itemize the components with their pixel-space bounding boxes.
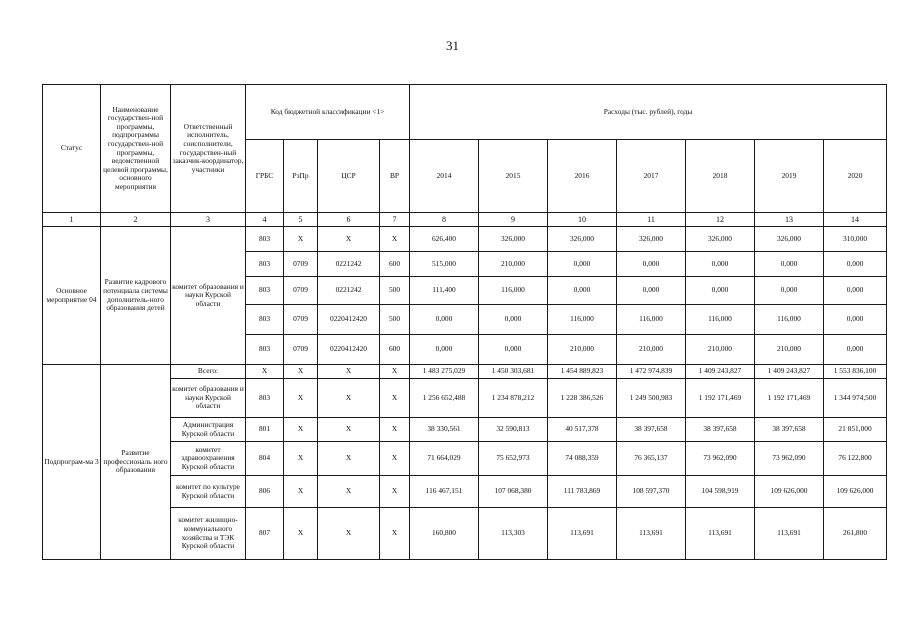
cell-value: 160,800: [410, 508, 479, 560]
cell-value: 111 783,869: [548, 476, 617, 508]
header-grbs: ГРБС: [246, 140, 284, 213]
cell-value: 113,691: [617, 508, 686, 560]
cell-value: 32 590,813: [479, 418, 548, 442]
cell-rzpr: Х: [284, 476, 318, 508]
cell-grbs: 807: [246, 508, 284, 560]
cell-vr: Х: [380, 365, 410, 379]
cell-executor: Всего:: [171, 365, 246, 379]
cell-value: 310,000: [824, 227, 887, 252]
cell-value: 38 397,658: [755, 418, 824, 442]
cell-csr: Х: [318, 227, 380, 252]
cell-rzpr: Х: [284, 418, 318, 442]
cell-value: 21 851,000: [824, 418, 887, 442]
column-number: 3: [171, 213, 246, 227]
cell-csr: Х: [318, 508, 380, 560]
cell-value: 210,000: [755, 335, 824, 365]
cell-executor: комитет по культуре Курской области: [171, 476, 246, 508]
cell-vr: 600: [380, 335, 410, 365]
column-number: 2: [101, 213, 171, 227]
header-year: 2020: [824, 140, 887, 213]
column-number: 7: [380, 213, 410, 227]
cell-value: 1 228 386,526: [548, 379, 617, 418]
cell-value: 210,000: [686, 335, 755, 365]
cell-csr: Х: [318, 379, 380, 418]
cell-value: 104 598,919: [686, 476, 755, 508]
cell-vr: Х: [380, 227, 410, 252]
cell-value: 116,000: [686, 305, 755, 335]
column-number: 6: [318, 213, 380, 227]
cell-value: 626,400: [410, 227, 479, 252]
cell-rzpr: Х: [284, 227, 318, 252]
column-number: 11: [617, 213, 686, 227]
cell-vr: 500: [380, 277, 410, 305]
cell-value: 73 962,090: [755, 442, 824, 476]
column-number: 13: [755, 213, 824, 227]
block1-executor: комитет образования и науки Курской области: [171, 227, 246, 365]
cell-value: 73 962,090: [686, 442, 755, 476]
column-number: 12: [686, 213, 755, 227]
cell-grbs: 803: [246, 335, 284, 365]
table-row: [43, 227, 887, 252]
cell-value: 0,000: [410, 335, 479, 365]
cell-csr: 0220412420: [318, 335, 380, 365]
cell-value: 0,000: [410, 305, 479, 335]
cell-value: 113,303: [479, 508, 548, 560]
cell-csr: Х: [318, 418, 380, 442]
cell-vr: Х: [380, 508, 410, 560]
cell-value: 38 330,561: [410, 418, 479, 442]
cell-value: 0,000: [824, 335, 887, 365]
header-executor: Ответственный исполнитель, соисполнители, государствен-ный заказчик-координатор, участники: [171, 85, 246, 213]
cell-value: 116,000: [755, 305, 824, 335]
cell-value: 0,000: [824, 252, 887, 277]
cell-csr: Х: [318, 365, 380, 379]
cell-rzpr: 0709: [284, 305, 318, 335]
cell-value: 1 409 243,827: [755, 365, 824, 379]
header-year: 2016: [548, 140, 617, 213]
cell-grbs: Х: [246, 365, 284, 379]
cell-value: 40 517,378: [548, 418, 617, 442]
cell-value: 1 450 303,681: [479, 365, 548, 379]
cell-value: 109 626,000: [824, 476, 887, 508]
cell-value: 1 409 243,827: [686, 365, 755, 379]
cell-value: 1 192 171,469: [755, 379, 824, 418]
cell-csr: 0221242: [318, 252, 380, 277]
cell-value: 1 249 500,983: [617, 379, 686, 418]
cell-rzpr: Х: [284, 365, 318, 379]
cell-value: 326,000: [755, 227, 824, 252]
cell-value: 515,000: [410, 252, 479, 277]
cell-rzpr: 0709: [284, 277, 318, 305]
header-expenses: Расходы (тыс. рублей), годы: [410, 85, 887, 140]
cell-vr: Х: [380, 476, 410, 508]
cell-value: 1 553 836,100: [824, 365, 887, 379]
header-status: Статус: [43, 85, 101, 213]
cell-value: 0,000: [548, 277, 617, 305]
page-number: 31: [446, 38, 459, 53]
cell-value: 1 192 171,469: [686, 379, 755, 418]
cell-grbs: 803: [246, 277, 284, 305]
cell-rzpr: Х: [284, 442, 318, 476]
cell-value: 326,000: [686, 227, 755, 252]
header-csr: ЦСР: [318, 140, 380, 213]
cell-grbs: 803: [246, 252, 284, 277]
header-budget-code: Код бюджетной классификации <1>: [246, 85, 410, 140]
cell-vr: 600: [380, 252, 410, 277]
cell-value: 0,000: [755, 252, 824, 277]
header-year: 2015: [479, 140, 548, 213]
cell-value: 0,000: [548, 252, 617, 277]
cell-value: 0,000: [479, 305, 548, 335]
cell-grbs: 801: [246, 418, 284, 442]
cell-value: 38 397,658: [617, 418, 686, 442]
cell-value: 0,000: [824, 277, 887, 305]
cell-value: 113,691: [686, 508, 755, 560]
cell-value: 76 365,137: [617, 442, 686, 476]
cell-value: 116,000: [479, 277, 548, 305]
cell-grbs: 806: [246, 476, 284, 508]
column-number: 5: [284, 213, 318, 227]
block2-status: Подпрограм-ма 3: [43, 365, 101, 560]
cell-value: 1 344 974,500: [824, 379, 887, 418]
block2-name: Развитие профессиональ ного образования: [101, 365, 171, 560]
cell-executor: комитет здравоохранения Курской области: [171, 442, 246, 476]
cell-value: 0,000: [755, 277, 824, 305]
header-rzpr: РзПр: [284, 140, 318, 213]
cell-value: 71 664,029: [410, 442, 479, 476]
cell-value: 113,691: [755, 508, 824, 560]
cell-value: 116,000: [548, 305, 617, 335]
column-number: 14: [824, 213, 887, 227]
cell-value: 111,400: [410, 277, 479, 305]
cell-value: 0,000: [617, 277, 686, 305]
cell-value: 109 626,000: [755, 476, 824, 508]
cell-csr: 0221242: [318, 277, 380, 305]
cell-executor: Администрация Курской области: [171, 418, 246, 442]
cell-grbs: 803: [246, 305, 284, 335]
cell-value: 210,000: [548, 335, 617, 365]
cell-executor: комитет жилищно-коммунального хозяйства и ТЭК Курской области: [171, 508, 246, 560]
cell-value: 326,000: [617, 227, 686, 252]
cell-value: 1 472 974,839: [617, 365, 686, 379]
table-row: [43, 365, 887, 379]
cell-csr: Х: [318, 442, 380, 476]
cell-grbs: 803: [246, 227, 284, 252]
cell-executor: комитет образования и науки Курской области: [171, 379, 246, 418]
cell-vr: Х: [380, 379, 410, 418]
cell-rzpr: Х: [284, 379, 318, 418]
cell-value: 38 397,658: [686, 418, 755, 442]
header-name: Наименование государствен-ной программы, подпрограммы государствен-ной программы, ведомственной целевой программы, основного мероприятия: [101, 85, 171, 213]
header-vr: ВР: [380, 140, 410, 213]
cell-value: 326,000: [548, 227, 617, 252]
cell-csr: 0220412420: [318, 305, 380, 335]
column-number: 9: [479, 213, 548, 227]
column-number-row: [43, 213, 887, 227]
cell-vr: Х: [380, 442, 410, 476]
cell-value: 116,000: [617, 305, 686, 335]
block1-name: Развитие кадрового потенциала системы дополнитель-ного образования детей: [101, 227, 171, 365]
cell-value: 0,000: [479, 335, 548, 365]
cell-rzpr: 0709: [284, 252, 318, 277]
budget-table: [42, 84, 887, 560]
cell-value: 107 068,380: [479, 476, 548, 508]
header-year: 2017: [617, 140, 686, 213]
cell-value: 1 234 878,212: [479, 379, 548, 418]
cell-value: 0,000: [686, 277, 755, 305]
cell-value: 0,000: [824, 305, 887, 335]
cell-value: 76 122,800: [824, 442, 887, 476]
cell-csr: Х: [318, 476, 380, 508]
cell-rzpr: Х: [284, 508, 318, 560]
column-number: 8: [410, 213, 479, 227]
cell-value: 326,000: [479, 227, 548, 252]
cell-value: 108 597,370: [617, 476, 686, 508]
cell-grbs: 804: [246, 442, 284, 476]
header-year: 2018: [686, 140, 755, 213]
header-year: 2014: [410, 140, 479, 213]
cell-value: 0,000: [686, 252, 755, 277]
cell-value: 1 454 889,823: [548, 365, 617, 379]
column-number: 10: [548, 213, 617, 227]
cell-vr: 500: [380, 305, 410, 335]
cell-value: 210,000: [617, 335, 686, 365]
cell-value: 75 652,973: [479, 442, 548, 476]
cell-value: 116 467,151: [410, 476, 479, 508]
block1-status: Основное мероприятие 04: [43, 227, 101, 365]
cell-value: 261,800: [824, 508, 887, 560]
cell-value: 1 256 652,488: [410, 379, 479, 418]
column-number: 1: [43, 213, 101, 227]
column-number: 4: [246, 213, 284, 227]
cell-value: 210,000: [479, 252, 548, 277]
header-row-top: [43, 85, 887, 140]
cell-vr: Х: [380, 418, 410, 442]
cell-rzpr: 0709: [284, 335, 318, 365]
cell-value: 113,691: [548, 508, 617, 560]
cell-grbs: 803: [246, 379, 284, 418]
header-year: 2019: [755, 140, 824, 213]
cell-value: 1 483 275,029: [410, 365, 479, 379]
cell-value: 0,000: [617, 252, 686, 277]
cell-value: 74 088,359: [548, 442, 617, 476]
